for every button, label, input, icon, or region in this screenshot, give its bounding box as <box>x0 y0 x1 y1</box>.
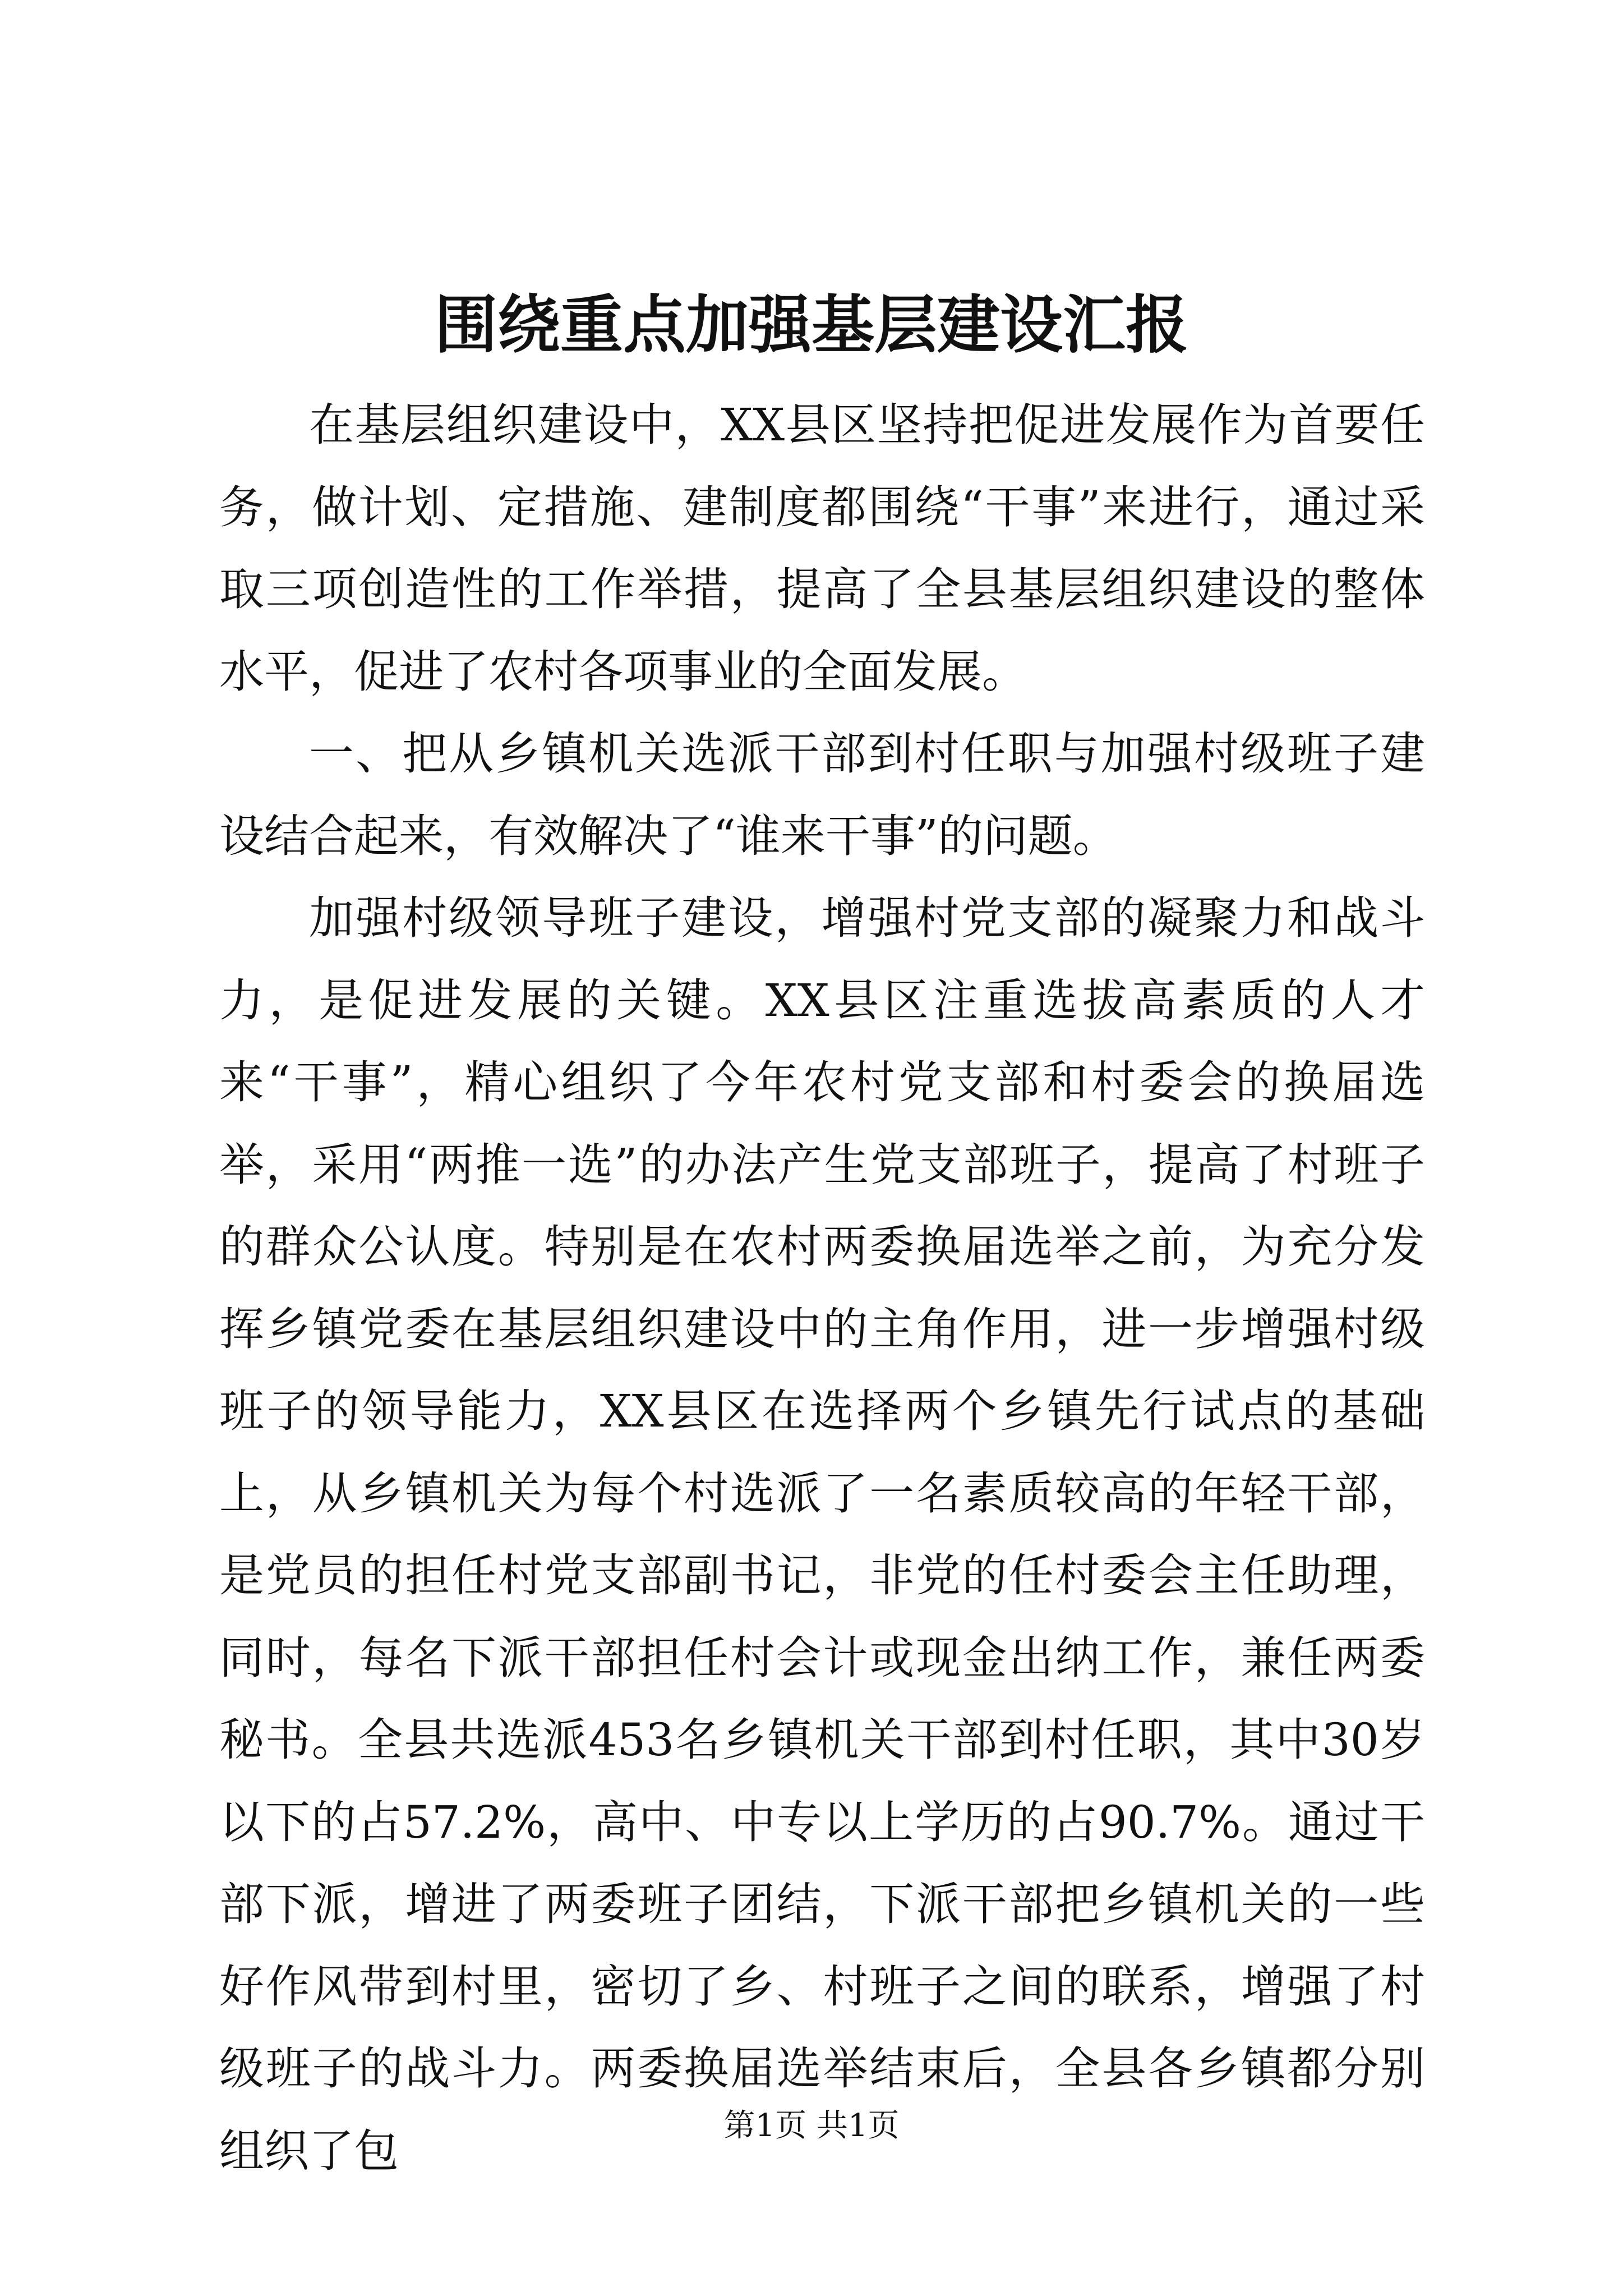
page-footer <box>0 2104 1623 2148</box>
document-body <box>219 384 1425 2192</box>
page-number-label: 第1页 共1页 <box>723 2108 900 2144</box>
paragraph-section-one-body: 加强村级领导班子建设，增强村党支部的凝聚力和战斗力，是促进发展的关键。XX县区注重选拔高素质的人才来“干事”，精心组织了今年农村党支部和村委会的换届选举，采用“两推一选”的办法产生党支部班子，提高了村班子的群众公认度。特别是在农村两委换届选举之前，为充分发挥乡镇党委在基层组织建设中的主角作用，进一步增强村级班子的领导能力，XX县区在选择两个乡镇先行试点的基础上，从乡镇机关为每个村选派了一名素质较高的年轻干部，是党员的担任村党支部副书记，非党的任村委会主任助理，同时，每名下派干部担任村会计或现金出纳工作，兼任两委秘书。全县共选派453名乡镇机关干部到村任职，其中30岁以下的占57.2%，高中、中专以上学历的占90.7%。通过干部下派，增进了两委班子团结，下派干部把乡镇机关的一些好作风带到村里，密切了乡、村班子之间的联系，增强了村级班子的战斗力。两委换届选举结束后，全县各乡镇都分别组织了包 <box>219 892 1425 2177</box>
paragraph-section-one-heading: 一、把从乡镇机关选派干部到村任职与加强村级班子建设结合起来，有效解决了“谁来干事”的问题。 <box>219 728 1425 862</box>
paragraph-intro: 在基层组织建设中，XX县区坚持把促进发展作为首要任务，做计划、定措施、建制度都围绕“干事”来进行，通过采取三项创造性的工作举措，提高了全县基层组织建设的整体水平，促进了农村各项事业的全面发展。 <box>219 399 1425 698</box>
document-title: 围绕重点加强基层建设汇报 <box>435 288 1188 362</box>
